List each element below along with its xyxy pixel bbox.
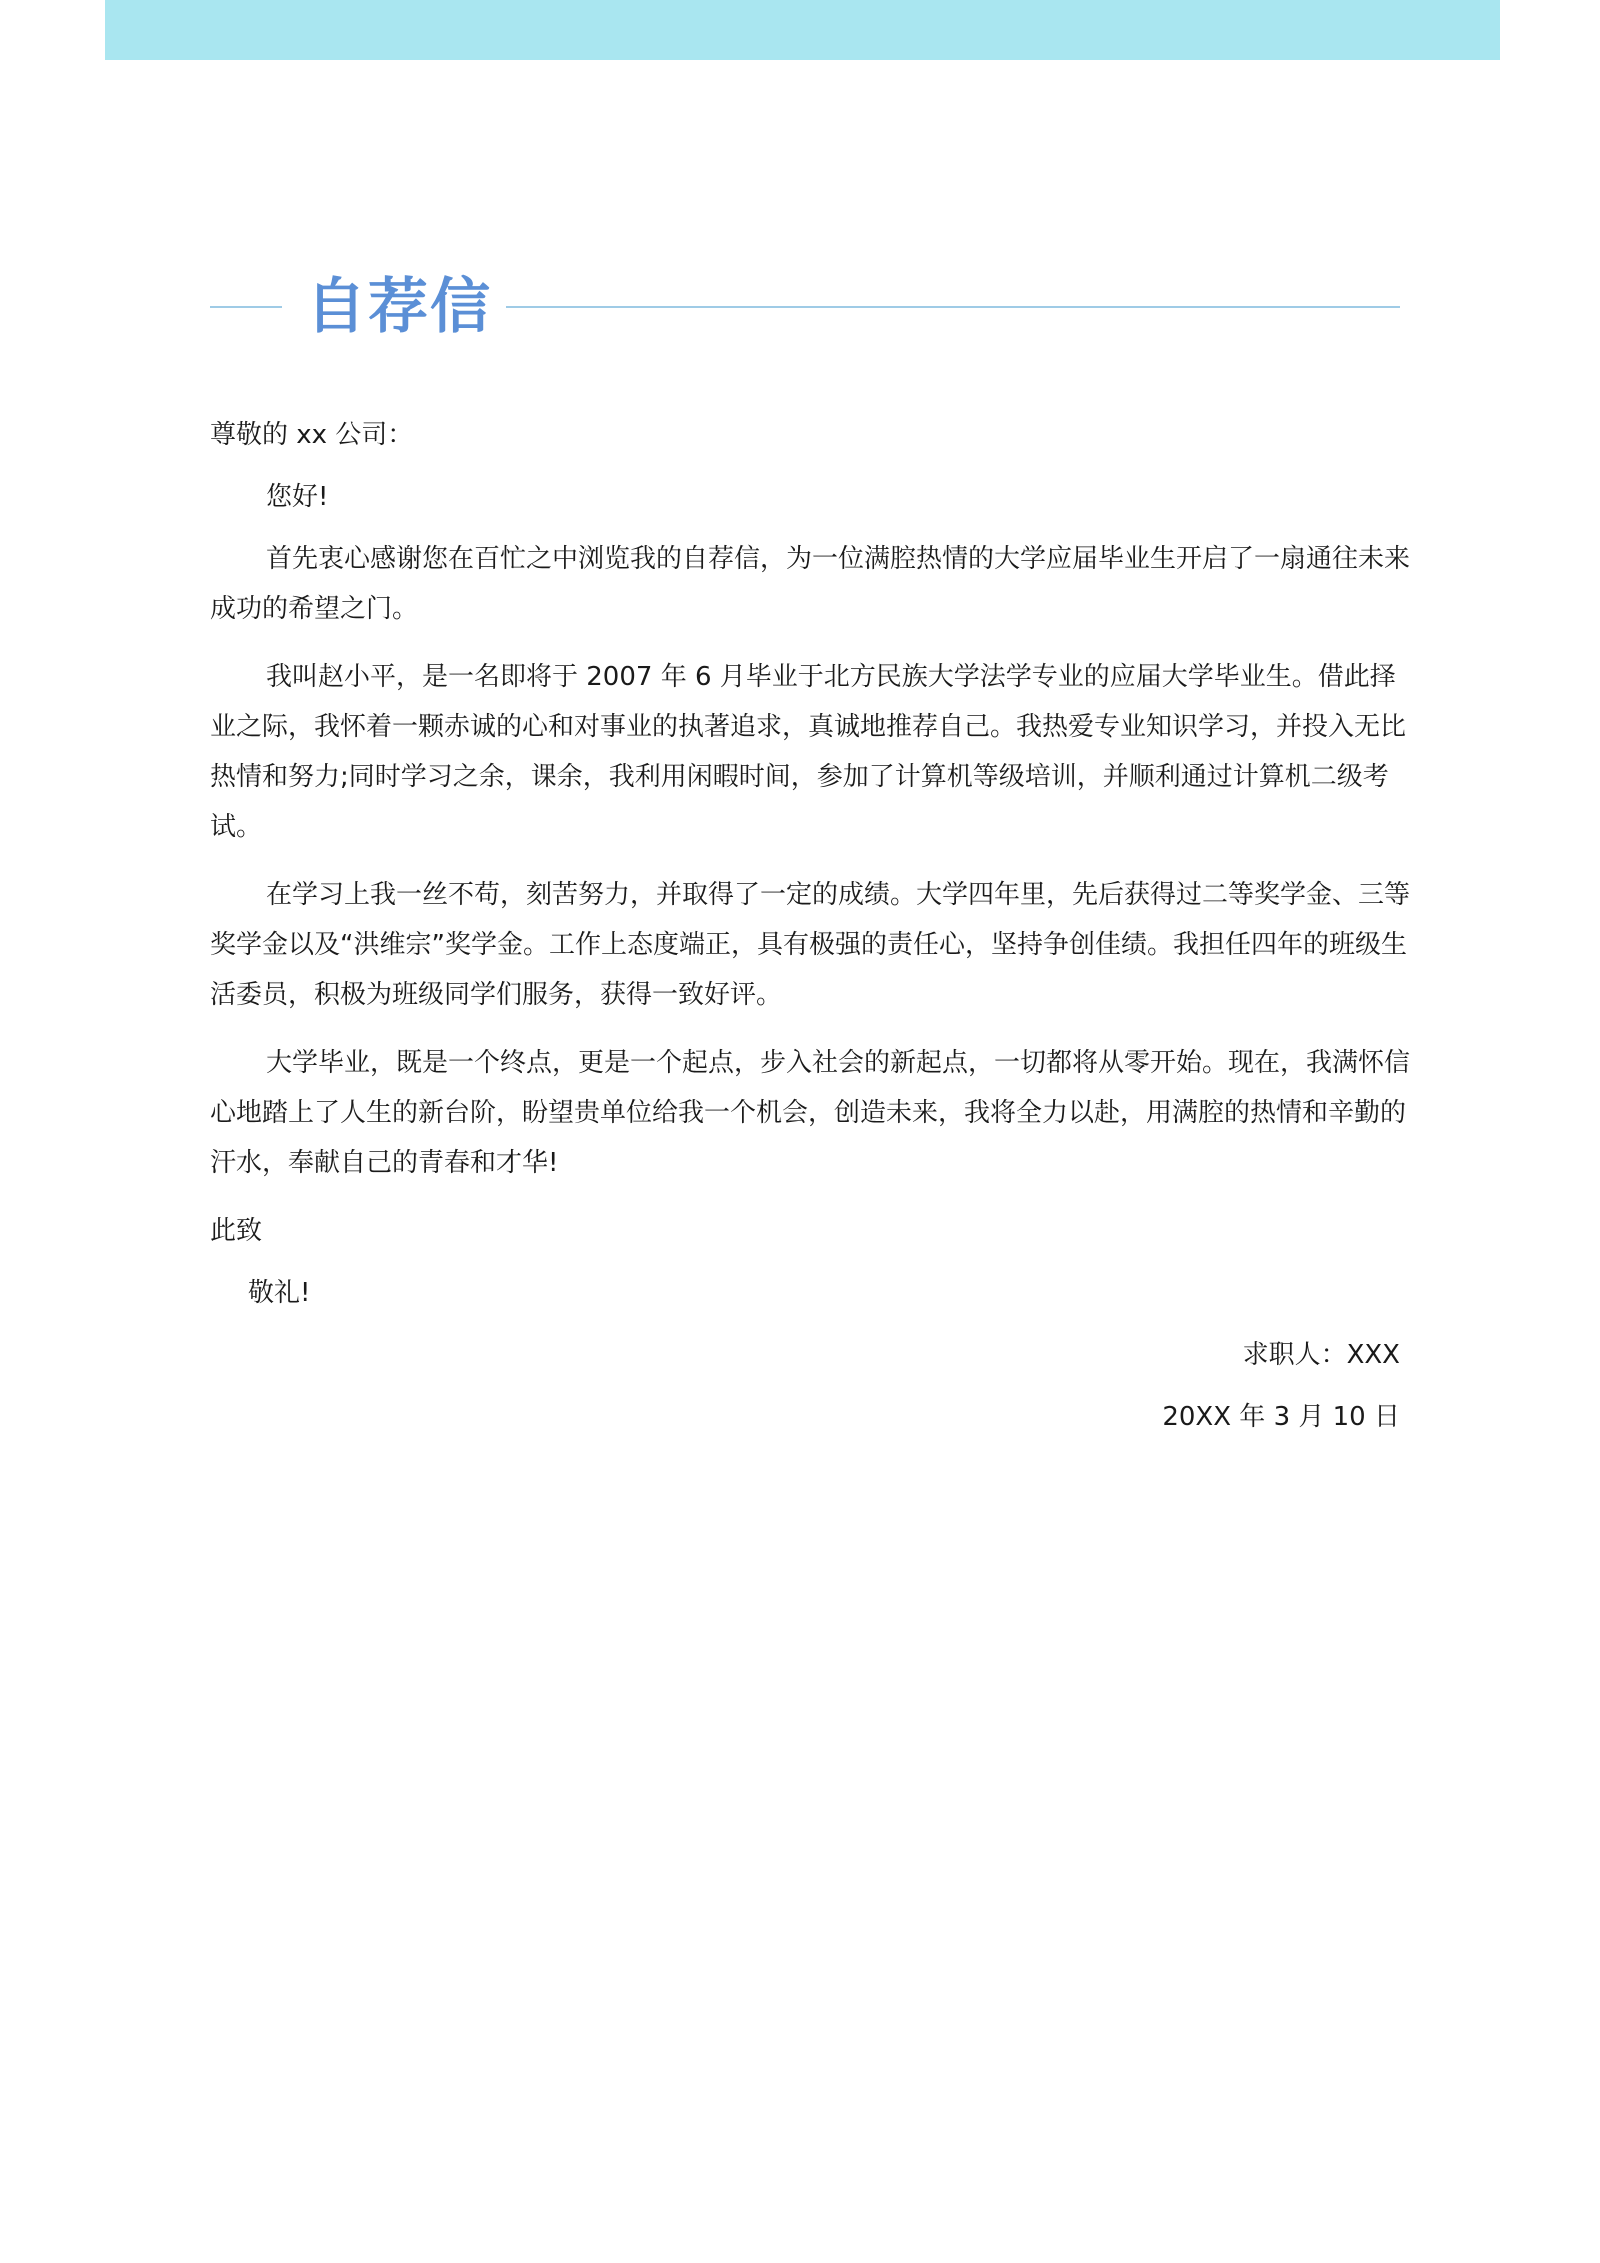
paragraph-achievements: 在学习上我一丝不苟，刻苦努力，并取得了一定的成绩。大学四年里，先后获得过二等奖学金、三等奖学金以及“洪维宗”奖学金。工作上态度端正，具有极强的责任心，坚持争创佳绩。我担任四年的班级生活委员，积极为班级同学们服务，获得一致好评。 [210,880,1411,1010]
title-header [210,262,1400,352]
paragraph-intro: 首先衷心感谢您在百忙之中浏览我的自荐信，为一位满腔热情的大学应届毕业生开启了一扇通往未来成功的希望之门。 [210,544,1411,624]
closing: 此致 [210,1216,263,1246]
title-rule-left [210,306,282,308]
salutation: 尊敬的 xx 公司： [210,420,414,450]
regards: 敬礼! [248,1278,311,1308]
paragraph-background: 我叫赵小平，是一名即将于 2007 年 6 月毕业于北方民族大学法学专业的应届大学毕业生。借此择业之际，我怀着一颗赤诚的心和对事业的执著追求，真诚地推荐自己。我热爱专业知识学习，并投入无比热情和努力;同时学习之余，课余，我利用闲暇时间，参加了计算机等级培训，并顺利通过计算机二级考试。 [210,662,1407,842]
date: 20XX 年 3 月 10 日 [1162,1402,1400,1432]
signature-block [210,1330,1410,1442]
top-decorative-band [105,0,1500,60]
letter-body [210,410,1410,1454]
paragraph-conclusion: 大学毕业，既是一个终点，更是一个起点，步入社会的新起点，一切都将从零开始。现在，我满怀信心地踏上了人生的新台阶，盼望贵单位给我一个机会，创造未来，我将全力以赴，用满腔的热情和辛勤的汗水，奉献自己的青春和才华! [210,1048,1411,1178]
signature: 求职人：XXX [1242,1340,1400,1370]
page-title: 自荐信 [306,272,492,342]
greeting: 您好! [266,482,329,512]
title-rule-right [506,306,1400,308]
